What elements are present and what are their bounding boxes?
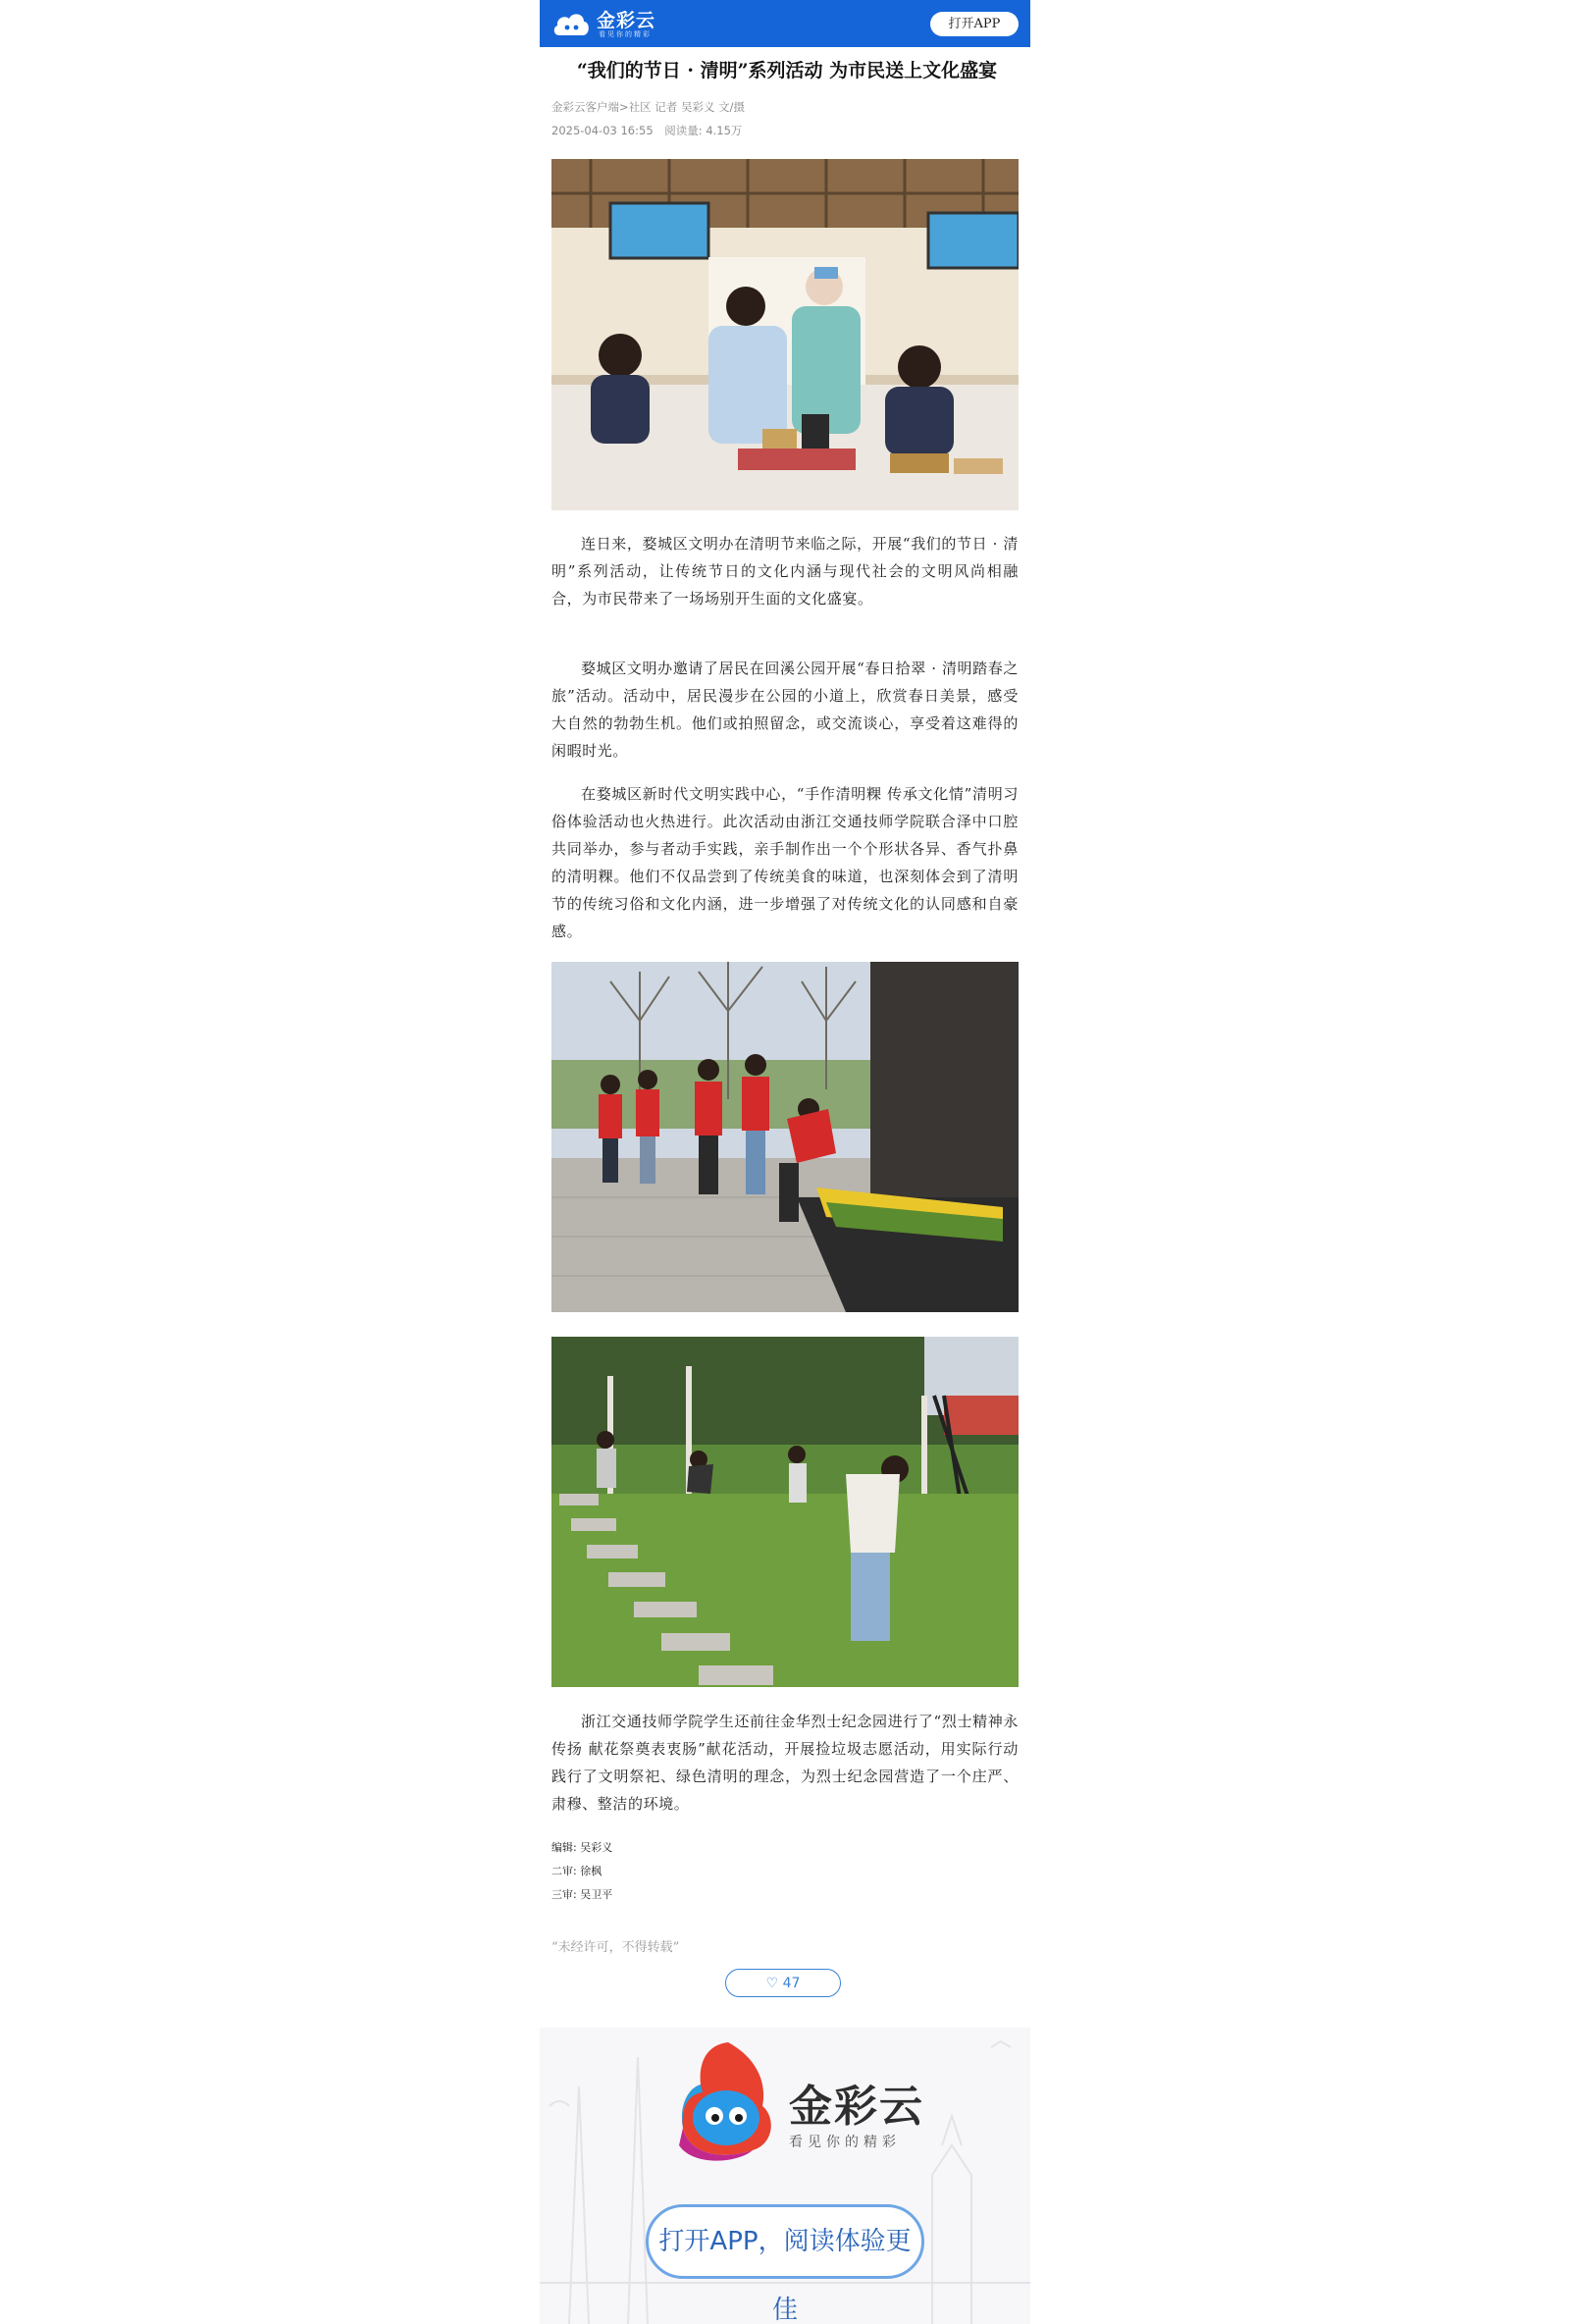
publish-date: 2025-04-03 16:55 (551, 124, 654, 137)
footer-brand-name: 金彩云 (789, 2082, 924, 2132)
brand-name: 金彩云 (597, 10, 656, 31)
open-app-button[interactable]: 打开APP (930, 12, 1019, 36)
article-title: “我们的节日 · 清明”系列活动 为市民送上文化盛宴 (576, 60, 998, 81)
article-photo-1 (551, 159, 1019, 510)
copyright-notice: “未经许可，不得转载” (551, 1940, 680, 1955)
heart-icon: ♡ (765, 1976, 779, 1991)
article-photo-2 (551, 962, 1019, 1312)
view-count: 阅读量: 4.15万 (664, 124, 743, 137)
open-app-cta-button[interactable]: 打开APP，阅读体验更佳 (646, 2204, 924, 2279)
article-meta (551, 123, 750, 138)
second-review-credit: 二审: 徐枫 (551, 1865, 602, 1877)
cloud-logo-icon (551, 8, 591, 39)
article-paragraph: 在婺城区新时代文明实践中心，“手作清明粿 传承文化情”清明习俗体验活动也火热进行。此次活动由浙江交通技师学院联合泽中口腔共同举办，参与者动手实践，亲手制作出一个个形状各异、香气扑鼻的清明粿。他们不仅品尝到了传统美食的味道，也深刻体会到了清明节的传统习俗和文化内涵，进一步增强了对传统文化的认同感和自豪感。 (551, 785, 1019, 940)
editor-credit: 编辑: 吴彩义 (551, 1841, 613, 1854)
article-source: 金彩云客户端>社区 记者 吴彩义 文/摄 (551, 100, 745, 114)
brand-slogan: 看见你的精彩 (599, 30, 652, 38)
article-page (540, 0, 1030, 2324)
article-paragraph: 婺城区文明办邀请了居民在回溪公园开展“春日拾翠 · 清明踏春之旅”活动。活动中，居民漫步在公园的小道上，欣赏春日美景，感受大自然的勃勃生机。他们或拍照留念，或交流谈心，享受着这难得的闲暇时光。 (551, 660, 1019, 760)
article-paragraph: 连日来，婺城区文明办在清明节来临之际，开展“我们的节日 · 清明”系列活动，让传统节日的文化内涵与现代社会的文明风尚相融合，为市民带来了一场场别开生面的文化盛宴。 (551, 535, 1019, 607)
third-review-credit: 三审: 吴卫平 (551, 1888, 613, 1901)
article-photo-3 (551, 1337, 1019, 1687)
app-logo-icon (669, 2037, 777, 2165)
like-button[interactable] (725, 1969, 841, 1997)
app-promo-footer (540, 2028, 1030, 2324)
article-paragraph: 浙江交通技师学院学生还前往金华烈士纪念园进行了“烈士精神永传扬 献花祭奠表衷肠”献花活动，开展捡垃圾志愿活动，用实际行动践行了文明祭祀、绿色清明的理念，为烈士纪念园营造了一个庄严、肃穆、整洁的环境。 (551, 1713, 1019, 1813)
like-count: 47 (782, 1976, 801, 1991)
skyline-decoration-icon (540, 2028, 1030, 2324)
footer-brand-slogan: 看见你的精彩 (789, 2135, 901, 2150)
top-bar (540, 0, 1030, 47)
